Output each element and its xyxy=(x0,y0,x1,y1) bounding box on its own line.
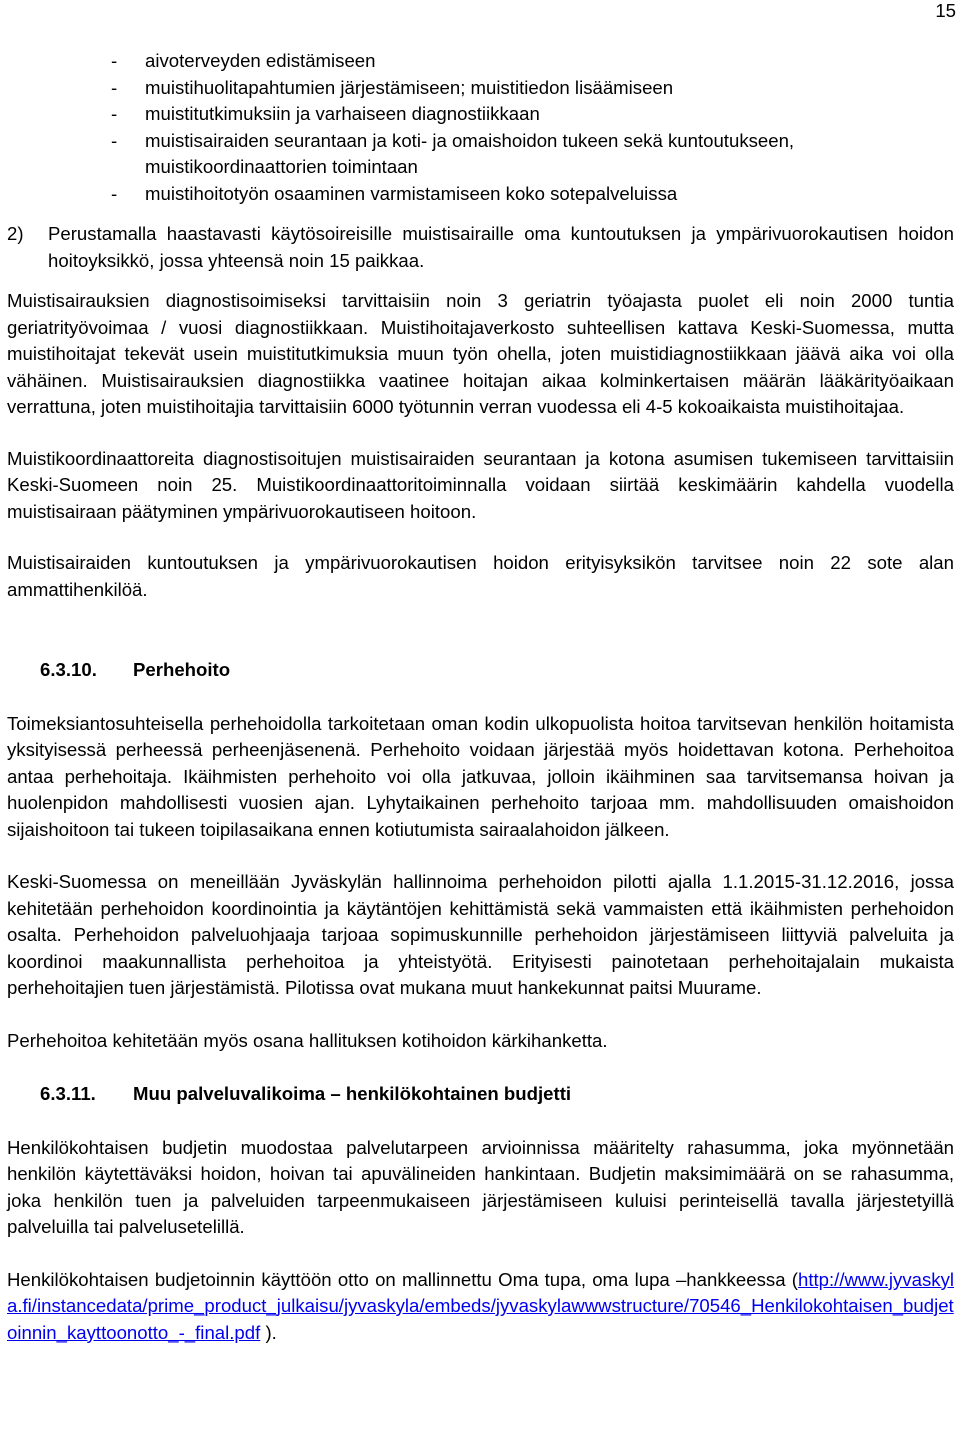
paragraph-text: Henkilökohtaisen budjetoinnin käyttöön otto on mallinnettu Oma tupa, oma lupa –hankkeessa xyxy=(7,1268,786,1290)
body-paragraph-with-link xyxy=(7,1267,954,1347)
bullet-item: - aivoterveyden edistämiseen xyxy=(111,48,954,75)
body-paragraph: Henkilökohtaisen budjetin muodostaa palvelutarpeen arvioinnissa määritelty rahasumma, joka myönnetään henkilön käytettäväksi hoidon, hoivan tai apuvälineiden hankintaan. Budjetin maksimimäärä on se rahasumma, joka henkilön tuen ja palveluiden tarpeenmukaiseen järjestämiseen kuluisi perinteisellä tavalla järjestetyillä palveluilla tai palvelusetelillä. xyxy=(7,1136,954,1237)
link-open-paren: ( xyxy=(791,1268,798,1290)
bullet-item: - muistihuolitapahtumien järjestämiseen; muistitiedon lisäämiseen xyxy=(111,75,954,102)
bullet-item: - muistitutkimuksiin ja varhaiseen diagnostiikkaan xyxy=(111,101,954,128)
body-paragraph: Toimeksiantosuhteisella perhehoidolla tarkoitetaan oman kodin ulkopuolista hoitoa tarvitsevan henkilön hoitamista yksityisessä perheessä perheenjäsenenä. Perhehoito voidaan järjestää myös hoidettavan kotona. Perhehoitoa antaa perhehoitaja. Ikäihmisten perhehoito voi olla jatkuvaa, jolloin ikäihminen saa tarvitsemansa hoivan ja huolenpidon mahdollisesti vuosien ajan. Lyhytaikainen perhehoito tarjoaa mm. mahdollisuuden omaishoidon sijaishoitoon tai tukeen toipilasaikana ennen kotiutumista sairaalahoidon jälkeen. xyxy=(7,712,954,840)
body-paragraph: Muistikoordinaattoreita diagnostisoitujen muistisairaiden seurantaan ja kotona asumisen tukemiseen tarvittaisiin Keski-Suomeen noin 25. Muistikoordinaattoritoiminnalla voidaan siirtää keskimäärin kahdella vuodella muistisairaan päätyminen ympärivuorokautiseen hoitoon. xyxy=(7,447,954,522)
section-heading-budjetti xyxy=(40,1081,954,1108)
bullet-list xyxy=(7,48,954,207)
page-number: 15 xyxy=(935,0,956,21)
link-close-paren: ). xyxy=(260,1321,277,1343)
body-paragraph: Muistisairauksien diagnostisoimiseksi tarvittaisiin noin 3 geriatrin työajasta puolet eli noin 2000 tuntia geriatrityövoimaa / vuosi diagnostiikkaan. Muistihoitajaverkosto suhteellisen kattava Keski-Suomessa, mutta muistihoitajat tekevät usein muistitutkimuksia muun työn ohella, joten muistidiagnostiikkaan jäävä aika voi olla vähäinen. Muistisairauksien diagnostiikka vaatinee hoitajan aikaa kolminkertaisen määrän lääkärityöaikaan verrattuna, joten muistihoitajia tarvittaisiin 6000 työtunnin verran vuodessa eli 4-5 kokoaikaista muistihoitajaa. xyxy=(7,290,954,417)
bullet-item: - muistihoitotyön osaaminen varmistamiseen koko sotepalveluissa xyxy=(111,181,954,208)
section-number: 6.3.11. xyxy=(40,1083,96,1104)
numbered-item-number: 2) xyxy=(7,223,24,244)
section-heading-perhehoito xyxy=(40,657,954,684)
bullet-item: - muistisairaiden seurantaan ja koti- ja omaishoidon tukeen sekä kuntoutukseen, muistikoordinaattorien toimintaan xyxy=(111,128,954,181)
numbered-item-text: Perustamalla haastavasti käytösoireisille muistisairaille oma kuntoutuksen ja ympärivuorokautisen hoidon hoitoyksikkö, jossa yhteensä noin 15 paikkaa. xyxy=(48,223,954,271)
numbered-item xyxy=(7,221,954,274)
section-number: 6.3.10. xyxy=(40,659,97,680)
section-title: Muu palveluvalikoima – henkilökohtainen budjetti xyxy=(133,1083,572,1104)
report-link[interactable]: http://www.jyvaskyla.fi/instancedata/prime_product_julkaisu/jyvaskyla/embeds/jyvaskylawwwstructure/70546_Henkilokohtaisen_budjetoinnin_kayttoonotto_-_final.pdf xyxy=(7,1268,955,1343)
section-title: Perhehoito xyxy=(133,659,231,680)
body-paragraph: Keski-Suomessa on meneillään Jyväskylän hallinnoima perhehoidon pilotti ajalla 1.1.2015-31.12.2016, jossa kehitetään perhehoidon koordinointia ja käytäntöjen kehittämistä sekä vammaisten että ikäihmisten perhehoidon osalta. Perhehoidon palveluohjaaja tarjoaa sopimuskunnille perhehoidon järjestämiseen liittyviä palveluita ja koordinoi maakunnallista perhehoitoa ja yhteistyötä. Erityisesti painotetaan perhehoitajalain mukaista perhehoitajien tuen järjestämistä. Pilotissa ovat mukana muut hankekunnat paitsi Muurame. xyxy=(7,871,954,998)
body-paragraph: Muistisairaiden kuntoutuksen ja ympärivuorokautisen hoidon erityisyksikön tarvitsee noin 22 sote alan ammattihenkilöä. xyxy=(7,552,954,600)
body-paragraph: Perhehoitoa kehitetään myös osana hallituksen kotihoidon kärkihanketta. xyxy=(7,1029,608,1051)
page-content xyxy=(7,48,954,1346)
